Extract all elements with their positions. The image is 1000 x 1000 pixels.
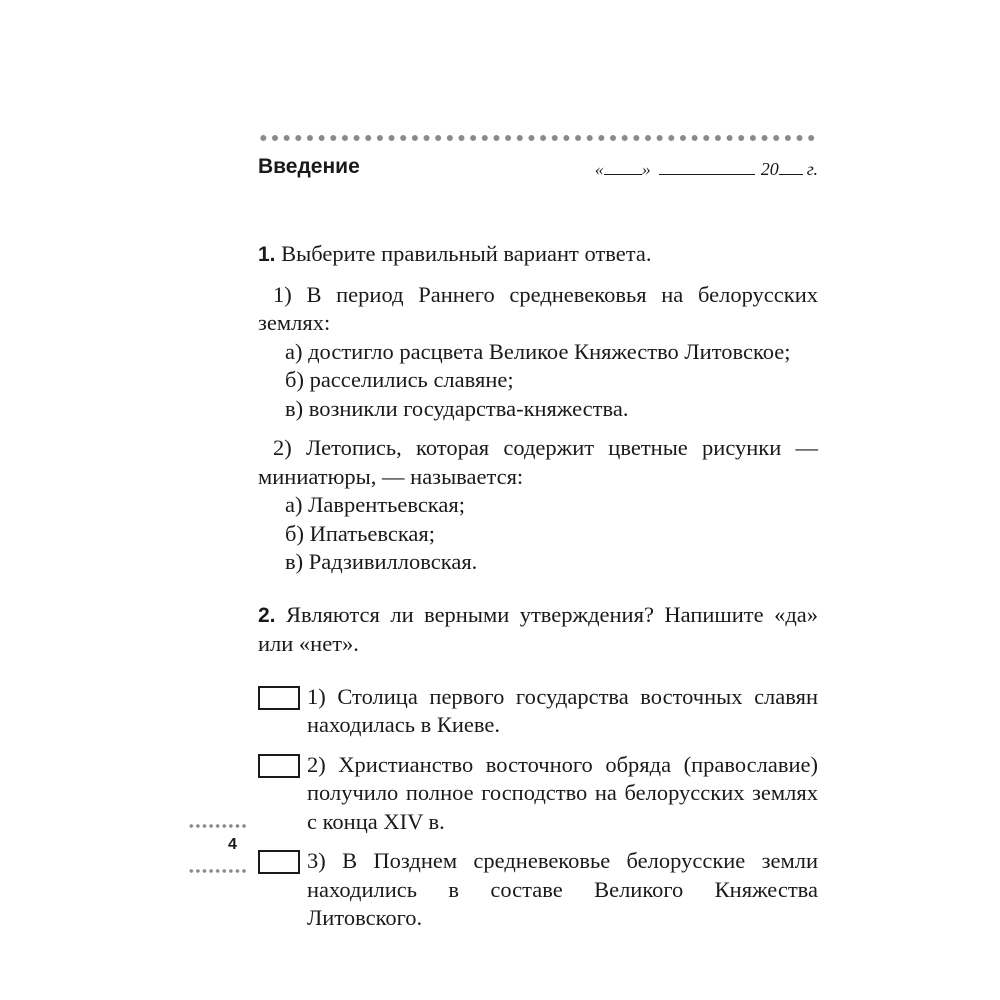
statement-text: 1) Столица первого государства восточных славян находилась в Киеве. [307,683,818,737]
question-text: 1) В период Раннего средневековья на белорусских землях: [258,281,818,335]
answer-option: б) Ипатьевская; [285,520,435,546]
date-suffix: г. [806,159,818,179]
page-content [258,240,818,933]
task-number: 1. [258,243,276,266]
task-prompt: Являются ли верными утверждения? Напишите «да» или «нет». [258,601,819,656]
question-text: 2) Летопись, которая содержит цветные рисунки — миниатюры, — называется: [258,435,818,489]
section-title: Введение [258,155,360,178]
task-prompt: Выберите правильный вариант ответа. [281,241,652,266]
page-number-marker [188,818,250,882]
date-year-prefix: 20 [760,159,779,179]
dotted-rule [188,823,248,829]
date-day-blank[interactable] [604,157,642,175]
statement-text: 3) В Позднем средневековье белорусские земли находились в составе Великого Княжества Литовского. [307,848,818,930]
answer-option: а) Лаврентьевская; [285,492,465,517]
task-number: 2. [258,603,276,627]
answer-option: в) Радзивилловская. [285,549,478,574]
statement-item [258,751,818,837]
statement-item [258,683,818,740]
answer-box[interactable] [258,686,300,710]
answer-box[interactable] [258,850,300,874]
answer-option: а) достигло расцвета Великое Княжество Литовское; [285,338,791,364]
page-number: 4 [228,836,237,853]
top-dotted-rule [258,133,818,143]
date-year-blank[interactable] [779,157,803,175]
date-close-quote: » [641,159,651,179]
statement-text: 2) Христианство восточного обряда (православие) получило полное господство на белорусских землях с конца XIV в. [307,751,818,834]
task-1-heading [258,240,818,270]
task-2-heading [258,601,818,659]
answer-box[interactable] [258,754,300,778]
statement-item [258,847,818,933]
date-field [595,156,818,182]
dotted-rule [188,868,248,874]
date-open-quote: « [594,159,604,179]
answer-option: в) возникли государства-княжества. [285,395,629,421]
date-month-blank[interactable] [659,157,755,175]
answer-option: б) расселились славяне; [285,367,514,392]
